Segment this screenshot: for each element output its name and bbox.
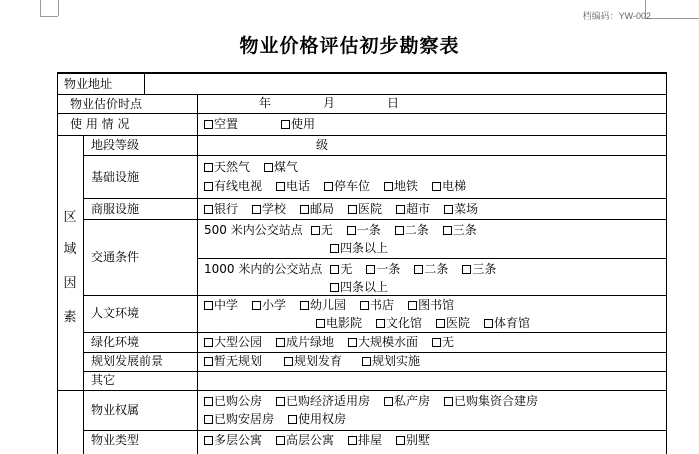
checkbox-option[interactable]: 电影院 [316,316,362,330]
survey-form [57,72,667,454]
row-divider [197,258,666,259]
checkbox-option[interactable]: 天然气 [204,160,250,174]
checkbox[interactable] [366,265,375,274]
traffic-label: 交通条件 [91,250,140,264]
cultural-label: 人文环境 [91,306,140,320]
checkbox-option[interactable]: 无 [432,335,454,349]
checkbox[interactable] [204,301,213,310]
planning-label: 规划发展前景 [91,354,164,368]
checkbox[interactable] [204,163,213,172]
checkbox-option[interactable]: 二条 [395,223,429,237]
checkbox-option[interactable]: 菜场 [444,202,478,216]
checkbox[interactable] [330,283,339,292]
document-number: 档编码：YW-002 [582,11,651,21]
traffic-line1: 500 米内公交站点 无 一条 二条 三条 [204,223,477,237]
commercial-label: 商服设施 [91,202,140,216]
planning-options [204,354,434,368]
checkbox-option[interactable]: 超市 [396,202,430,216]
checkbox-option[interactable]: 中学 [204,298,238,312]
infrastructure-label: 基础设施 [91,170,140,184]
checkbox-option[interactable]: 已购集资合建房 [444,394,538,408]
crop-mark [40,0,41,16]
row-divider [83,430,666,431]
checkbox[interactable] [348,338,357,347]
column-divider [144,74,145,94]
checkbox-option[interactable]: 别墅 [396,433,430,447]
row-divider [58,390,666,391]
page-title: 物业价格评估初步勘察表 [239,35,460,57]
checkbox[interactable] [362,357,371,366]
usage-label: 使 用 情 况 [70,117,130,131]
checkbox[interactable] [300,205,309,214]
traffic-line2b [330,280,402,294]
checkbox[interactable] [432,338,441,347]
row-divider [83,352,666,353]
checkbox[interactable] [348,205,357,214]
checkbox[interactable] [276,436,285,445]
column-divider [197,94,198,135]
checkbox-option[interactable]: 二条 [414,262,448,276]
checkbox-option[interactable]: 煤气 [264,160,298,174]
ownership-line2 [204,412,360,426]
checkbox[interactable] [204,120,213,129]
checkbox-option[interactable]: 暂无规划 [204,354,262,368]
infrastructure-options-line1 [204,160,312,174]
checkbox-option[interactable]: 已购安居房 [204,412,274,426]
checkbox[interactable] [276,182,285,191]
checkbox[interactable] [443,226,452,235]
ownership-line1 [204,394,552,408]
checkbox[interactable] [276,338,285,347]
checkbox-option[interactable]: 停车位 [324,179,370,193]
checkbox-option[interactable]: 邮局 [300,202,334,216]
checkbox[interactable] [384,182,393,191]
checkbox[interactable] [384,397,393,406]
usage-option[interactable]: 使用 [281,117,315,131]
month-label: 月 [323,96,336,110]
checkbox-option[interactable]: 一条 [366,262,400,276]
checkbox[interactable] [395,226,404,235]
checkbox[interactable] [444,397,453,406]
commercial-options [204,202,492,216]
row-divider [83,198,666,199]
checkbox[interactable] [376,319,385,328]
day-label: 日 [387,96,400,110]
checkbox-option[interactable]: 四条以上 [330,241,388,255]
checkbox[interactable] [252,301,261,310]
cultural-line1 [204,298,468,312]
group-label-char: 域 [63,242,77,257]
traffic-line2: 1000 米内的公交站点 无 一条 二条 三条 [204,262,497,276]
address-label: 物业地址 [64,77,113,91]
checkbox-option[interactable]: 书店 [360,298,394,312]
checkbox[interactable] [348,436,357,445]
property-type-options [204,433,444,447]
row-divider [83,155,666,156]
greening-label: 绿化环境 [91,335,140,349]
property-type-label: 物业类型 [91,433,140,447]
checkbox[interactable] [281,120,290,129]
checkbox-option[interactable]: 电话 [276,179,310,193]
checkbox[interactable] [436,319,445,328]
ownership-label: 物业权属 [91,403,140,417]
checkbox-option[interactable]: 大规模水面 [348,335,418,349]
checkbox[interactable] [204,338,213,347]
row-divider [58,94,666,95]
cultural-line2 [316,316,544,330]
crop-mark [40,16,58,17]
checkbox-option[interactable]: 私产房 [384,394,430,408]
checkbox-option[interactable]: 无 [330,262,352,276]
group-label-char: 素 [63,310,77,325]
checkbox-option[interactable]: 已购经济适用房 [276,394,370,408]
checkbox-option[interactable]: 学校 [252,202,286,216]
crop-mark [645,18,699,19]
checkbox-option[interactable]: 高层公寓 [276,433,334,447]
checkbox[interactable] [330,265,339,274]
checkbox-option[interactable]: 体育馆 [484,316,530,330]
checkbox-option[interactable]: 已购公房 [204,394,262,408]
checkbox[interactable] [204,357,213,366]
other-label: 其它 [91,373,116,387]
checkbox[interactable] [311,226,320,235]
checkbox-option[interactable]: 医院 [348,202,382,216]
checkbox[interactable] [484,319,493,328]
checkbox-option[interactable]: 使用权房 [288,412,346,426]
checkbox[interactable] [396,205,405,214]
checkbox[interactable] [204,397,213,406]
checkbox-option[interactable]: 规划实施 [362,354,420,368]
checkbox[interactable] [462,265,471,274]
group-label-char: 区 [63,210,77,225]
checkbox[interactable] [204,415,213,424]
checkbox[interactable] [444,205,453,214]
checkbox-option[interactable]: 排屋 [348,433,382,447]
row-divider [83,332,666,333]
checkbox[interactable] [330,244,339,253]
checkbox[interactable] [324,182,333,191]
row-divider [83,219,666,220]
checkbox[interactable] [284,357,293,366]
checkbox[interactable] [264,163,273,172]
group-label-char: 因 [63,276,77,291]
checkbox[interactable] [360,301,369,310]
checkbox[interactable] [300,301,309,310]
checkbox-option[interactable]: 银行 [204,202,238,216]
land-grade-label: 地段等级 [91,138,140,152]
infrastructure-options-line2 [204,179,480,193]
checkbox[interactable] [204,436,213,445]
greening-options [204,335,468,349]
checkbox-option[interactable]: 地铁 [384,179,418,193]
traffic-line1b [330,241,402,255]
checkbox-option[interactable]: 大型公园 [204,335,262,349]
checkbox-option[interactable]: 幼儿园 [300,298,346,312]
column-divider [83,135,84,454]
row-divider [83,371,666,372]
checkbox-option[interactable]: 规划发育 [284,354,342,368]
row-divider [83,295,666,296]
checkbox-option[interactable]: 医院 [436,316,470,330]
land-grade-value: 级 [316,138,329,152]
valuation-time-label: 物业估价时点 [70,97,143,111]
checkbox-option[interactable]: 三条 [443,223,477,237]
checkbox[interactable] [347,226,356,235]
usage-option[interactable]: 空置 [204,117,238,131]
crop-mark [58,0,59,16]
checkbox[interactable] [396,436,405,445]
checkbox-option[interactable]: 一条 [347,223,381,237]
year-label: 年 [259,96,272,110]
checkbox[interactable] [432,182,441,191]
checkbox-option[interactable]: 文化馆 [376,316,422,330]
checkbox[interactable] [252,205,261,214]
checkbox-option[interactable]: 电梯 [432,179,466,193]
row-divider [58,113,666,114]
checkbox-option[interactable]: 有线电视 [204,179,262,193]
checkbox-option[interactable]: 图书馆 [408,298,454,312]
checkbox[interactable] [276,397,285,406]
checkbox-option[interactable]: 三条 [462,262,496,276]
checkbox-option[interactable]: 无 [311,223,333,237]
checkbox[interactable] [316,319,325,328]
checkbox-option[interactable]: 成片绿地 [276,335,334,349]
checkbox[interactable] [414,265,423,274]
checkbox-option[interactable]: 四条以上 [330,280,388,294]
checkbox[interactable] [288,415,297,424]
checkbox[interactable] [204,205,213,214]
checkbox-option[interactable]: 多层公寓 [204,433,262,447]
checkbox[interactable] [408,301,417,310]
row-divider [58,135,666,136]
checkbox[interactable] [204,182,213,191]
checkbox-option[interactable]: 小学 [252,298,286,312]
column-divider [197,135,198,454]
